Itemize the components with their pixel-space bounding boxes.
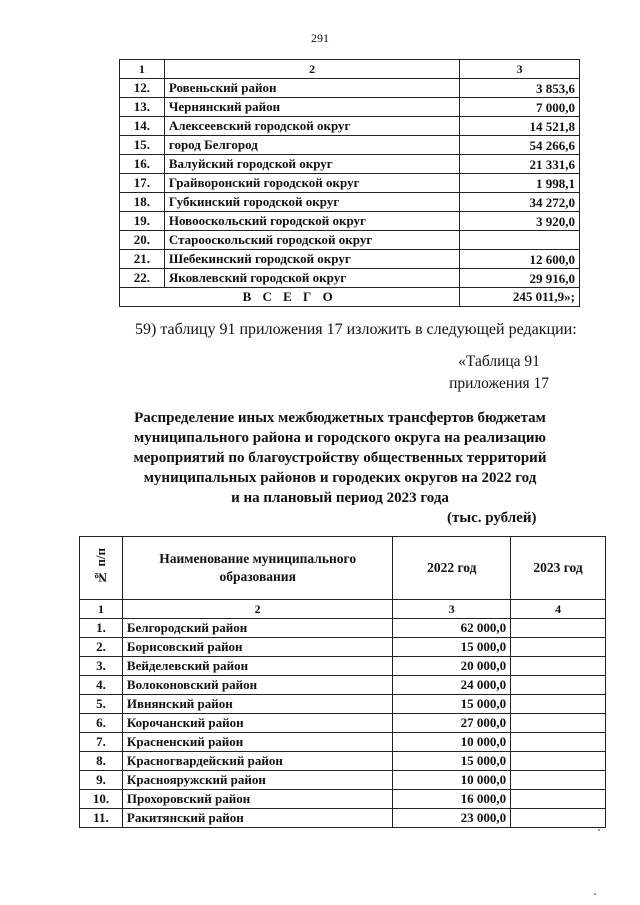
row-name: Яковлевский городской округ bbox=[164, 269, 459, 288]
table-row bbox=[120, 98, 580, 117]
table-row bbox=[80, 733, 606, 752]
page-number: 291 bbox=[311, 31, 329, 45]
row-value: 21 331,6 bbox=[460, 155, 580, 174]
row-number: 17. bbox=[120, 174, 165, 193]
row-value: 12 600,0 bbox=[460, 250, 580, 269]
row-number: 20. bbox=[120, 231, 165, 250]
title-line: мероприятий по благоустройству общественных территорий bbox=[133, 450, 547, 466]
row-name: Валуйский городской округ bbox=[164, 155, 459, 174]
title-line: Распределение иных межбюджетных трансфертов бюджетам bbox=[134, 410, 546, 426]
row-name: Борисовский район bbox=[122, 638, 393, 657]
total-value: 245 011,9»; bbox=[460, 288, 580, 307]
row-value-2022: 10 000,0 bbox=[393, 733, 511, 752]
header-num-4: 4 bbox=[511, 600, 606, 619]
header-col-1: 1 bbox=[120, 60, 165, 79]
row-name: Краснояружский район bbox=[122, 771, 393, 790]
row-name: Грайворонский городской округ bbox=[164, 174, 459, 193]
row-value: 1 998,1 bbox=[460, 174, 580, 193]
row-value: 34 272,0 bbox=[460, 193, 580, 212]
table-ref-line2: приложения 17 bbox=[449, 375, 549, 392]
table-row bbox=[80, 714, 606, 733]
header-number-text: № п/п bbox=[92, 547, 108, 585]
row-number: 14. bbox=[120, 117, 165, 136]
row-value bbox=[460, 231, 580, 250]
title-line: муниципальных районов и городеких округов на 2022 год bbox=[143, 470, 537, 486]
row-number: 12. bbox=[120, 79, 165, 98]
units-label: (тыс. рублей) bbox=[447, 510, 537, 526]
row-value: 14 521,8 bbox=[460, 117, 580, 136]
table-row bbox=[120, 269, 580, 288]
table-row bbox=[120, 155, 580, 174]
row-number: 5. bbox=[80, 695, 123, 714]
row-value-2023 bbox=[511, 790, 606, 809]
row-number: 21. bbox=[120, 250, 165, 269]
row-name: Красногвардейский район bbox=[122, 752, 393, 771]
total-row bbox=[120, 288, 580, 307]
table-row bbox=[120, 79, 580, 98]
row-number: 9. bbox=[80, 771, 123, 790]
row-number: 1. bbox=[80, 619, 123, 638]
row-name: Чернянский район bbox=[164, 98, 459, 117]
table-row bbox=[120, 174, 580, 193]
row-name: Шебекинский городской округ bbox=[164, 250, 459, 269]
row-number: 3. bbox=[80, 657, 123, 676]
row-number: 11. bbox=[80, 809, 123, 828]
row-name: Ракитянский район bbox=[122, 809, 393, 828]
table-row bbox=[120, 193, 580, 212]
scan-speck bbox=[598, 829, 600, 831]
row-name: Корочанский район bbox=[122, 714, 393, 733]
row-value-2022: 24 000,0 bbox=[393, 676, 511, 695]
table-row bbox=[80, 809, 606, 828]
header-num-3: 3 bbox=[393, 600, 511, 619]
row-number: 4. bbox=[80, 676, 123, 695]
row-value-2022: 15 000,0 bbox=[393, 638, 511, 657]
row-value-2022: 15 000,0 bbox=[393, 695, 511, 714]
row-name: Ивнянский район bbox=[122, 695, 393, 714]
row-name: Вейделевский район bbox=[122, 657, 393, 676]
row-number: 10. bbox=[80, 790, 123, 809]
table-row bbox=[120, 212, 580, 231]
table-title bbox=[100, 408, 580, 508]
header-2023: 2023 год bbox=[511, 537, 606, 600]
row-number: 2. bbox=[80, 638, 123, 657]
row-number: 15. bbox=[120, 136, 165, 155]
header-number bbox=[80, 537, 123, 600]
row-number: 13. bbox=[120, 98, 165, 117]
row-number: 6. bbox=[80, 714, 123, 733]
row-value-2022: 20 000,0 bbox=[393, 657, 511, 676]
row-value-2022: 10 000,0 bbox=[393, 771, 511, 790]
row-value-2023 bbox=[511, 752, 606, 771]
row-value-2023 bbox=[511, 638, 606, 657]
row-value: 54 266,6 bbox=[460, 136, 580, 155]
row-value: 3 920,0 bbox=[460, 212, 580, 231]
row-value-2023 bbox=[511, 809, 606, 828]
table-header-row bbox=[120, 60, 580, 79]
row-value-2023 bbox=[511, 771, 606, 790]
row-value-2023 bbox=[511, 714, 606, 733]
row-name: Ровеньский район bbox=[164, 79, 459, 98]
transfers-table bbox=[79, 536, 606, 828]
row-name: Красненский район bbox=[122, 733, 393, 752]
title-line: и на плановый период 2023 года bbox=[231, 490, 449, 506]
table-row bbox=[120, 136, 580, 155]
table-row bbox=[80, 657, 606, 676]
header-col-3: 3 bbox=[460, 60, 580, 79]
row-value: 29 916,0 bbox=[460, 269, 580, 288]
title-line: муниципального района и городского округа на реализацию bbox=[134, 430, 546, 446]
header-2022: 2022 год bbox=[393, 537, 511, 600]
row-name: Белгородский район bbox=[122, 619, 393, 638]
row-value-2023 bbox=[511, 733, 606, 752]
row-value: 3 853,6 bbox=[460, 79, 580, 98]
header-num-1: 1 bbox=[80, 600, 123, 619]
table-row bbox=[80, 752, 606, 771]
table-reference bbox=[449, 351, 549, 395]
scan-speck bbox=[594, 893, 596, 895]
total-label: В С Е Г О bbox=[120, 288, 460, 307]
row-name: Новооскольский городской округ bbox=[164, 212, 459, 231]
table-row bbox=[80, 676, 606, 695]
table-row bbox=[80, 695, 606, 714]
table-header-row bbox=[80, 537, 606, 600]
row-number: 19. bbox=[120, 212, 165, 231]
table-row bbox=[120, 117, 580, 136]
row-value-2023 bbox=[511, 695, 606, 714]
row-name: Волоконовский район bbox=[122, 676, 393, 695]
row-value-2023 bbox=[511, 619, 606, 638]
row-name: Алексеевский городской округ bbox=[164, 117, 459, 136]
row-number: 16. bbox=[120, 155, 165, 174]
amendment-paragraph: 59) таблицу 91 приложения 17 изложить в следующей редакции: bbox=[135, 321, 577, 338]
row-value-2023 bbox=[511, 676, 606, 695]
table-row bbox=[80, 790, 606, 809]
table-row bbox=[80, 619, 606, 638]
row-number: 8. bbox=[80, 752, 123, 771]
row-number: 7. bbox=[80, 733, 123, 752]
table-row bbox=[120, 250, 580, 269]
row-value-2022: 27 000,0 bbox=[393, 714, 511, 733]
header-col-2: 2 bbox=[164, 60, 459, 79]
row-number: 18. bbox=[120, 193, 165, 212]
row-value-2022: 23 000,0 bbox=[393, 809, 511, 828]
table-row bbox=[80, 638, 606, 657]
row-number: 22. bbox=[120, 269, 165, 288]
row-value-2022: 62 000,0 bbox=[393, 619, 511, 638]
table-row bbox=[120, 231, 580, 250]
row-name: город Белгород bbox=[164, 136, 459, 155]
table-header-nums bbox=[80, 600, 606, 619]
row-name: Прохоровский район bbox=[122, 790, 393, 809]
row-value-2022: 16 000,0 bbox=[393, 790, 511, 809]
row-name: Старооскольский городской округ bbox=[164, 231, 459, 250]
header-num-2: 2 bbox=[122, 600, 393, 619]
row-value: 7 000,0 bbox=[460, 98, 580, 117]
table-row bbox=[80, 771, 606, 790]
row-value-2023 bbox=[511, 657, 606, 676]
row-value-2022: 15 000,0 bbox=[393, 752, 511, 771]
table-ref-line1: «Таблица 91 bbox=[458, 353, 540, 370]
districts-table-continued bbox=[119, 59, 580, 307]
header-name: Наименование муниципального образования bbox=[122, 537, 393, 600]
row-name: Губкинский городской округ bbox=[164, 193, 459, 212]
